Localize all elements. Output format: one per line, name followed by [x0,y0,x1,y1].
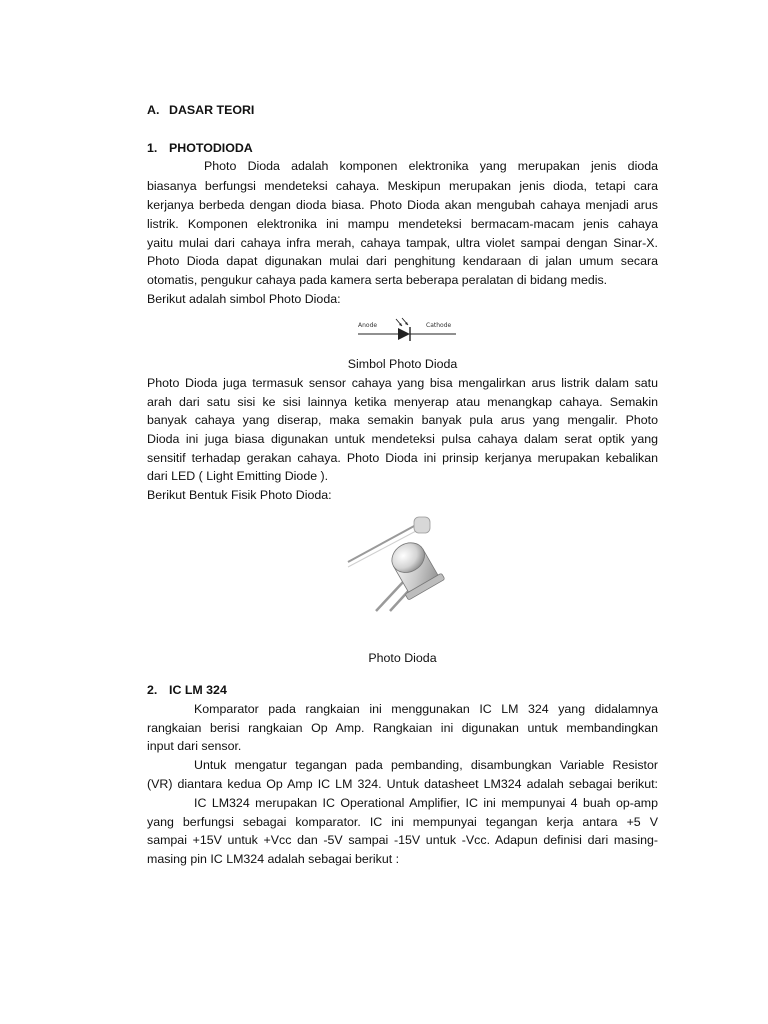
lm324-para1-line: rangkaian berisi rangkaian Op Amp. Rangkaian ini digunakan untuk membandingkan [147,721,658,735]
photodioda-para2-line: Photo Dioda juga termasuk sensor cahaya yang bisa mengalirkan arus listrik dalam satu [147,376,658,390]
section-letter: A. [147,103,160,117]
subsection-1-title: PHOTODIODA [169,141,253,155]
photodioda-para1-line: listrik. Komponen elektronika ini mampu mendeteksi bermacam-macam jenis cahaya [147,217,658,231]
lm324-para3-line: IC LM324 merupakan IC Operational Amplifier, IC ini mempunyai 4 buah op-amp [194,796,658,810]
section-heading [147,102,254,118]
lm324-para3-line: yang berfungsi sebagai komparator. IC ini mempunyai tegangan kerja antara +5 V [147,815,658,829]
symbol-caption: Simbol Photo Dioda [347,357,458,371]
photodioda-para2-line: banyak cahaya yang diserap, maka semakin banyak pula arus yang mengalir. Photo [147,413,658,427]
subsection-2-number: 2. [147,683,158,697]
photodioda-para1-line: yaitu mulai dari cahaya infra merah, cahaya tampak, ultra violet sampai dengan Sinar-X. [147,236,658,250]
physical-intro: Berikut Bentuk Fisik Photo Dioda: [147,488,332,502]
subsection-2-title: IC LM 324 [169,683,227,697]
photodiode-photo [346,507,466,612]
photo-lead-lower-1 [376,581,404,611]
photodioda-para1-line: Photo Dioda adalah komponen elektronika yang merupakan jenis dioda [204,159,658,173]
subsection-1-heading [147,140,253,156]
photodioda-para1-line: Photo Dioda dapat digunakan mulai dari penghitung kendaraan di jalan umum secara [147,254,658,268]
photodioda-para2-line: dari LED ( Light Emitting Diode ). [147,469,329,483]
photodioda-para2-line: arah dari satu sisi ke sisi lainnya ketika menyerap atau menangkap cahaya. Semakin [147,395,658,409]
diode-triangle [398,328,410,340]
lm324-para3-line: masing pin IC LM324 adalah sebagai berikut : [147,852,400,866]
symbol-cathode-label: Cathode [426,322,452,329]
photo-small-lens [414,517,430,533]
section-title: DASAR TEORI [169,103,255,117]
lm324-para3-line: sampai +15V untuk +Vcc dan -5V sampai -15V untuk -Vcc. Adapun definisi dari masing- [147,833,658,847]
photo-body [383,535,445,600]
symbol-anode-label: Anode [358,322,378,329]
photodiode-symbol-diagram [356,317,466,347]
symbol-intro: Berikut adalah simbol Photo Dioda: [147,292,341,306]
lm324-para1-line: Komparator pada rangkaian ini menggunakan IC LM 324 yang didalamnya [194,702,658,716]
subsection-1-number: 1. [147,141,158,155]
photodioda-para1-line: biasanya berfungsi mendeteksi cahaya. Meskipun merupakan jenis dioda, tetapi cara [147,179,658,193]
photodioda-para2-line: sensitif terhadap gerakan cahaya. Photo Dioda ini prinsip kerjanya merupakan kebalikan [147,451,658,465]
photo-caption: Photo Dioda [368,651,437,665]
photodioda-para1-line: otomatis, pengukur cahaya pada kamera serta beberapa peralatan di bidang medis. [147,273,608,287]
photodioda-para2-line: Dioda ini juga biasa digunakan untuk mendeteksi pulsa cahaya dalam serat optik yang [147,432,658,446]
lm324-para2-line: (VR) diantara kedua Op Amp IC LM 324. Untuk datasheet LM324 adalah sebagai berikut: [147,777,658,791]
photodioda-para1-line: kerjanya berbeda dengan dioda biasa. Photo Dioda akan mengubah cahaya menjadi arus [147,198,658,212]
subsection-2-heading [147,682,227,698]
lm324-para2-line: Untuk mengatur tegangan pada pembanding, disambungkan Variable Resistor [194,758,658,772]
lm324-para1-line: input dari sensor. [147,739,242,753]
